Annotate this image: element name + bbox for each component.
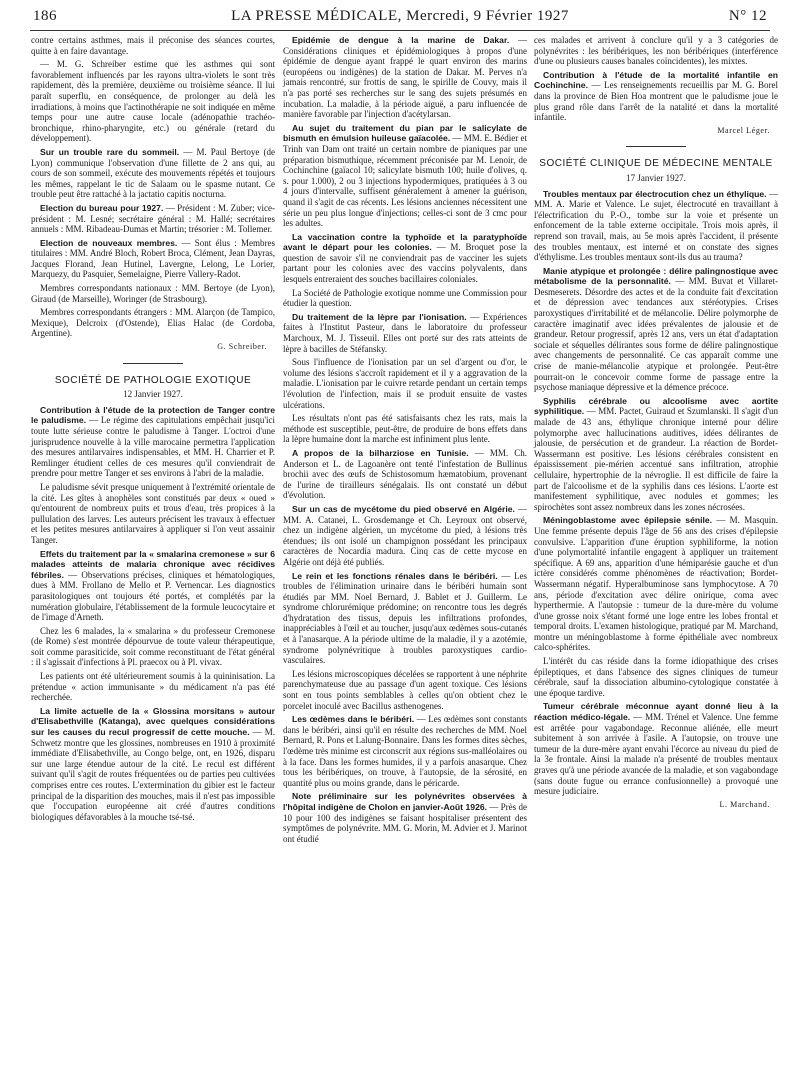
- paragraph-title: Méningoblastome avec épilepsie sénile.: [543, 515, 713, 526]
- section-date: 17 Janvier 1927.: [626, 172, 686, 183]
- paragraph-text: — Considérations cliniques et épidémiologiques à propos d'une épidémie de dengue ayant frappé le quart environ des marins (européens ou indigènes) de la station de Dakar. M. Perves n'a jamais rencontré, sur frottis de sang, le spirille de Couvy, mais il n'a pas porté ses recherches sur le sang des sujets présumés en incubation. La maladie, à la période aiguë, a paru influencée de manière favorable par l'injection d'acétylarsan.: [283, 35, 528, 120]
- paragraph: contre certains asthmes, mais il préconise des séances courtes, quitte à en faire davantage.: [31, 35, 275, 56]
- paragraph: [283, 123, 527, 229]
- paragraph: [283, 504, 527, 568]
- paragraph: Le paludisme sévit presque uniquement à l'extrémité orientale de la cité. Les gîtes à anophèles sont constitués par deux « oued » qu'entourent de nombreux puits et trous d'eau, très propices à la pullulation des larves. Les auteurs précisent les travaux à effectuer et les petites mesures antilarvaires à appliquer si l'on veut assainir Tanger.: [31, 481, 275, 545]
- paragraph-text: — Sont élus : Membres titulaires : MM. André Bloch, Robert Broca, Clément, Jean Dayras, Jacques Florand, Jean Hutinel, Lavergne, Lelong, Le Lorier, Marquezy, du Pasquier, Semelaigne, Pierre Vallery-Radot.: [31, 237, 276, 280]
- paragraph: — M. G. Schreiber estime que les asthmes qui sont favorablement influencés par les rayons ultra-violets le sont très rapidement, dès la première, deuxième ou troisième séance. Il lui paraît superflu, en conséquence, de prolonger au delà les irradiations, à moins que l'actinothérapie ne soit indiquée en même temps pour une autre cause locale (adénopathie trachéo-bronchique, rhino-pharyngite, etc.) ou générale (retard du développement).: [31, 59, 275, 144]
- paragraph-text: — M. Masquin. Une femme présente depuis l'âge de 56 ans des crises d'épilepsie convulsive. L'apparition d'une éruption syphiliforme, la notion d'une polymortalité infantile engagent à appliquer un traitement spécifique. A 69 ans, apparition d'une hémiparésie gauche et d'un ictère considérés comme phénomènes de réactivation; Bordet-Wassermann négatif. Hyperalbuminose sans lymphocytose. A 70 ans, période d'excitation avec délire onirique, coma avec hyperthermie. A l'autopsie : tumeur de la dure-mère du volume d'une grosse noix s'étant formé une loge entre les lobes frontal et temporal droits. L'examen histologique, pratiqué par M. Marchand, montre un méningoblastome à forme épithéliale avec nombreux calco-sphérites.: [534, 515, 778, 653]
- column-3: [534, 35, 778, 814]
- paragraph: Membres correspondants nationaux : MM. Bertoye (de Lyon), Giraud (de Marseille), Woringer (de Strasbourg).: [31, 283, 275, 304]
- paragraph-title: La vaccination contre la typhoïde et la paratyphoïde avant le départ pour les colonies.: [283, 231, 527, 253]
- paragraph-title: Sur un trouble rare du sommeil.: [40, 146, 180, 157]
- paragraph-title: Contribution à l'étude de la protection de Tanger contre le paludisme.: [31, 404, 275, 426]
- header-rule: [30, 30, 770, 31]
- paragraph: [283, 714, 527, 788]
- paragraph-text: — MM. A. Catanei, L. Grosdemange et Ch. Leyroux ont observé, chez un indigène algérien, un mycétome du pied, à lésions très étendues; ils ont isolé un champignon possédant les principaux caractères de Nocardia madura. Cinq cas de cette mycose en Algérie ont déjà été publiés.: [283, 503, 527, 567]
- paragraph-title: Le rein et les fonctions rénales dans le béribéri.: [292, 570, 498, 581]
- section-title: SOCIÉTÉ DE PATHOLOGIE EXOTIQUE: [54, 374, 252, 386]
- paragraph: [283, 312, 527, 354]
- paragraph-text: — M. Broquet pose la question de savoir s'il ne conviendrait pas de vacciner les sujets partant pour les colonies avec des vaccins polyvalents, dans lesquels entreraient des souches bacillaires coloniales.: [283, 242, 528, 285]
- paragraph-text: — MM. Ch. Anderson et L. de Lagoanère ont tenté l'infestation de Bullinus brochii avec des œufs de Schistosomum hæmatobium, provenant de l'urine de tirailleurs sénégalais. Ils ont constaté un début d'évolution.: [283, 447, 528, 501]
- paragraph-title: Effets du traitement par la « smalarina cremonese » sur 6 malades atteints de malaria chronique avec récidives fébriles.: [31, 548, 275, 580]
- signature: G. Schreiber.: [217, 342, 267, 352]
- section-rule: [626, 146, 686, 147]
- paragraph-text: — Observations précises, cliniques et hématologiques, dues à MM. Frollano de Mello et P. Vernencar. Les diagnostics parasitologiques ont toujours été portés, et complétés par la numération globulaire, l'établissement de la formule leucocytaire et de l'image d'Arneth.: [31, 569, 275, 623]
- paragraph-text: — MM. A. Marie et Valence. Le sujet, électrocuté en travaillant à l'électrification du P.-O., tombe sur la voie et présente un enfoncement de la table externe occipitale. Trois mois après, il reprend son travail, mais, au 5e mois après l'accident, il présente des troubles mentaux, est interné et on constate des signes d'éthylisme. Les troubles mentaux sont-ils dus au trauma?: [534, 188, 779, 263]
- paragraph-text: — Les renseignements recueillis par M. G. Borel dans la province de Bien Hoa montrent que le paludisme joue le plus grand rôle dans l'arrêt de la natalité et dans la mortalité infantile.: [534, 80, 779, 123]
- paragraph: [534, 266, 778, 393]
- paragraph: Chez les 6 malades, la « smalarina » du professeur Cremonese (de Rome) s'est montrée dépourvue de toute valeur thérapeutique, soit comme parasiticide, soit comme reconstituant de l'état général : il s'agissait d'infections à Pl. praecox ou à Pl. vivax.: [31, 625, 275, 668]
- paragraph: [534, 189, 778, 263]
- page-header: [30, 8, 770, 30]
- paragraph-title: Election du bureau pour 1927.: [40, 202, 164, 213]
- section-date: 12 Janvier 1927.: [123, 389, 183, 400]
- page-number: 186: [33, 8, 57, 24]
- paragraph-title: Tumeur cérébrale méconnue ayant donné lieu à la réaction médico-légale.: [534, 701, 778, 723]
- paragraph: [31, 203, 275, 235]
- paragraph-text: — MM. Buvat et Villaret-Desmeserets. Désordre des actes et de la conduite fait d'excitation et de dépression avec tendances aux stéréotypies. Crises paroxystiques d'irritabilité et de mélancolie. Délire polymorphe de caractère imaginatif avec idées prévalentes de jalousie et de grandeur. Retour progressif, après 12 ans, vers un état d'adaptation sociale et séquelles délirantes sous forme de délire palingnostique avec changements de personnalité. Ce cas apparaît comme une crise de manie-mélancolie atypique et prolongée. Peut-être pourrait-on le concevoir comme forme de passage entre la psychose maniaque dépressive et la démence précoce.: [534, 276, 779, 393]
- paragraph: Sous l'influence de l'ionisation par un sel d'argent ou d'or, le volume des lésions s'accroît rapidement et il y a aggravation de la maladie. L'ionisation par le cuivre retarde pendant un certain temps l'évolution de l'infection, mais il se produit ensuite de vastes ulcérations.: [283, 357, 527, 410]
- paragraph: [31, 147, 275, 200]
- paragraph: [534, 70, 778, 123]
- signature: L. Marchand.: [719, 799, 770, 809]
- paragraph: [31, 405, 275, 479]
- paragraph: La Société de Pathologie exotique nomme une Commission pour étudier la question.: [283, 287, 527, 309]
- paragraph-text: — MM. Trénel et Valence. Une femme est arrêtée pour vagabondage. Reconnue aliénée, elle meurt subitement à son arrivée à l'asile. A l'autopsie, on trouve une tumeur de la dure-mère ayant envahi l'écorce au niveau du pied de la 3e frontale. Ainsi la malade n'a présenté de troubles mentaux graves qu'à une période avancée de la maladie, et son vagabondage (sans doute fugue ou errance confusionnelle) a provoqué une mesure judiciaire.: [534, 712, 779, 797]
- paragraph: [283, 791, 527, 844]
- paragraph-title: Election de nouveaux membres.: [40, 237, 178, 248]
- paragraph-text: — Les troubles de l'élimination urinaire dans le béribéri humain sont étudiés par MM. Noel Bernard, J. Bablet et J. Guillerm. Le syndrome chlorurémique prédomine; on rencontre tous les degrés d'hydratation des tissus, depuis les infiltrations profondes, inappréciables à l'œil et au toucher, jusqu'aux œdèmes sous-cutanés et à l'anasarque. A la période ultime de la maladie, il y a azotémie, syndrome polynévritique à troubles paroxystiques cardio-vasculaires.: [283, 570, 527, 666]
- paragraph-text: — Près de 10 pour 100 des indigènes se faisant hospitaliser présentent des symptômes de polynévrite. MM. G. Morin, M. Advier et J. Marinot ont étudié: [283, 801, 527, 844]
- paragraph: [283, 35, 527, 120]
- journal-title: LA PRESSE MÉDICALE, Mercredi, 9 Février 1927: [231, 8, 569, 24]
- paragraph: Les patients ont été ultérieurement soumis à la quininisation. La prétendue « action immunisante » du médicament n'a pas été recherchée.: [31, 671, 275, 703]
- paragraph-text: — MM. E. Bédier et Trinh van Dam ont traité un certain nombre de pianiques par une préparation bismuthique, récemment préconisée par M. Lenoir, de Cochinchine (gaïacol 10; salicylate bismuth 100; huile d'olives, q. s. pour 1.000), 2 ou 3 injections hypodermiques, pratiquées à 3 ou 4 jours d'intervalle, suffisent généralement à amener la guérison, quand il s'agit de cas récents. Les lésions anciennes nécessitent une série un peu plus longue d'injections; celles-ci sont de 3 cmc pour les adultes.: [283, 133, 527, 229]
- paragraph: [31, 706, 275, 823]
- paragraph-text: — Président : M. Zuber; vice-président : M. Lesné; secrétaire général : M. Hallé; secrétaires annuels : MM. Ribadeau-Dumas et Martin; trésorier : M. Tollemer.: [31, 202, 275, 235]
- paragraph-title: Manie atypique et prolongée : délire palingnostique avec métabolisme de la personnalité.: [534, 265, 778, 287]
- paragraph: L'intérêt du cas réside dans la forme idiopathique des crises épileptiques, et dans l'absence des signes cliniques de tumeur cérébrale, sauf la dissociation albumino-cytologique constatée à une époque tardive.: [534, 656, 778, 698]
- paragraph-text: — Expériences faites à l'Institut Pasteur, dans le laboratoire du professeur Marchoux, M. J. Tisseuil. Elles ont porté sur des rats atteints de lèpre à bacilles de Stéfansky.: [283, 311, 527, 354]
- section-rule: [123, 363, 183, 364]
- paragraph: [534, 701, 778, 796]
- paragraph: [283, 232, 527, 285]
- paragraph-title: Contribution à l'étude de la mortalité infantile en Cochinchine.: [534, 69, 778, 91]
- paragraph: Les résultats n'ont pas été satisfaisants chez les rats, mais la méthode est susceptible, peut-être, de produire de bons effets dans la lèpre humaine dont la marche est infiniment plus lente.: [283, 413, 527, 445]
- paragraph-text: — M. Paul Bertoye (de Lyon) communique l'observation d'une fillette de 2 ans qui, au cours de son sommeil, exécute des mouvements répétés et toujours les mêmes, rappelant le tic de Salaam ou le spasme nutant. Ce trouble peut être rattaché à la jactatio capitis nocturna.: [31, 146, 276, 200]
- column-1: [31, 35, 275, 825]
- paragraph: [31, 238, 275, 280]
- section-title: SOCIÉTÉ CLINIQUE DE MÉDECINE MENTALE: [539, 158, 773, 170]
- column-2: [283, 35, 527, 847]
- paragraph-title: Note préliminaire sur les polynévrites observées à l'hôpital indigène de Cholon en janvier-Août 1926.: [283, 791, 527, 812]
- paragraph: [283, 571, 527, 666]
- paragraph: Membres correspondants étrangers : MM. Alarçon (de Tampico, Mexique), Delcroix (d'Ostende), Elias Halac (de Cordoba, Argentine).: [31, 307, 275, 339]
- paragraph-text: — MM. Pactet, Guiraud et Szumlanski. Il s'agit d'un malade de 43 ans, éthylique chronique interné pour délire polymorphe avec hallucinations auditives, idées délirantes de jalousie, de persécution et de grandeur. La réaction de Bordet-Wassermann est positive. Les lésions cérébrales consistent en épaississement pie-mérien accentué sans infiltration, atrophie cellulaire, hypertrophie de la névroglie. Il est difficile de faire la part de l'alcoolisme et de la syphilis dans ces lésions. L'aorte est manifestement syphilitique, avec nodules et gommes; les spirochètes sont assez nombreux dans les zones nécrosées.: [534, 406, 778, 512]
- paragraph: [283, 448, 527, 501]
- paragraph: [534, 515, 778, 653]
- paragraph-title: Sur un cas de mycétome du pied observé en Algérie.: [292, 503, 515, 514]
- paragraph-text: — Les œdèmes sont constants dans le béribéri, ainsi qu'il en résulte des recherches de MM. Noel Bernard, R. Pons et Lalung-Bonnaire. Dans les formes dites sèches, l'œdème très minime est circonscrit aux régions sus-malléolaires ou à la face. Dans les formes humides, il y a parfois anasarque. Chez tous les béribériques, on trouve, à l'autopsie, de la sérosité, en quantité plus ou moins grande, dans le péricarde.: [283, 714, 528, 788]
- paragraph: Les lésions microscopiques décelées se rapportent à une néphrite parenchymateuse due au passage d'un agent toxique. Ces lésions sont en tous points semblables à celles qu'on obtient chez le porcelet inoculé avec Bacillus asthenogenes.: [283, 668, 527, 711]
- paragraph-title: Au sujet du traitement du pian par le salicylate de bismuth en émulsion huileuse gaïacolée.: [283, 122, 527, 144]
- issue-number: N° 12: [728, 8, 767, 24]
- paragraph-title: Syphilis cérébrale ou alcoolisme avec aortite syphilitique.: [534, 395, 778, 417]
- paragraph-title: La limite actuelle de la « Glossina morsitans » autour d'Elisabethville (Katanga), avec quelques considérations sur les causes du recul progressif de cette mouche.: [31, 705, 275, 738]
- paragraph: [534, 396, 778, 513]
- signature: Marcel Léger.: [717, 125, 770, 135]
- paragraph-title: Du traitement de la lèpre par l'ionisation.: [292, 311, 467, 322]
- paragraph: ces malades et arrivent à conclure qu'il y a 3 catégories de polynévrites : les béribériques, les non béribériques (interférence d'une ou plusieurs causes banales coïncidentes), les mixtes.: [534, 35, 778, 67]
- paragraph-text: — Le régime des capitulations empêchait jusqu'ici toute lutte sérieuse contre le paludisme à Tanger. L'octroi d'une jurisprudence nouvelle à la ville marocaine permettra l'application des mesures antilarvaires indispensables, et MM. H. Charrier et P. Remlinger étudient celles de ces mesures qu'il conviendrait de prendre pour mettre Tanger et ses environs à l'abri de la maladie.: [31, 415, 275, 479]
- paragraph-title: Epidémie de dengue à la marine de Dakar.: [292, 35, 510, 45]
- paragraph-title: A propos de la bilharziose en Tunisie.: [292, 447, 469, 458]
- paragraph-title: Les œdèmes dans le béribéri.: [292, 714, 415, 725]
- paragraph-title: Troubles mentaux par électrocution chez un éthylique.: [543, 188, 767, 199]
- paragraph-text: — M. Schwetz montre que les glossines, nombreuses en 1910 à proximité immédiate d'Elisabethville, au Congo belge, ont, en 1926, disparu sur une large étendue autour de la cité. Le recul est différent suivant qu'il s'agit de routes fréquentées ou de parties peu cultivées comprises entre ces routes. L'extermination du gibier est le facteur principal de la disparition des mouches, mais il n'est pas impossible que l'occupation européenne ait créé d'autres conditions biologiques défavorables à la mouche tsé-tsé.: [31, 727, 276, 822]
- paragraph: [31, 549, 275, 623]
